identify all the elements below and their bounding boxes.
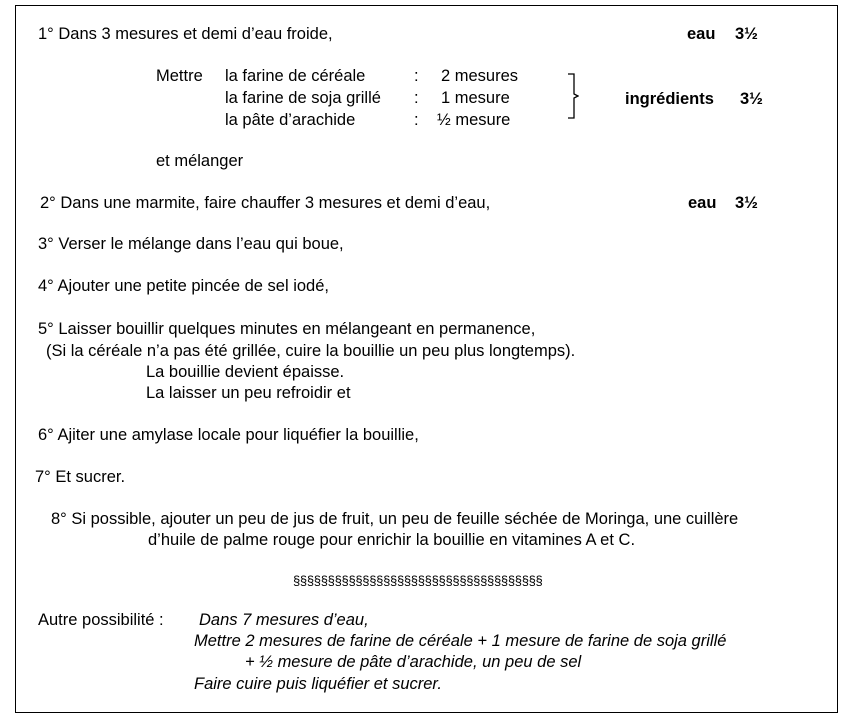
step2-side-value: 3½ (735, 194, 758, 212)
mettre-label: Mettre (156, 67, 203, 85)
step8-line1: 8° Si possible, ajouter un peu de jus de fruit, un peu de feuille séchée de Moringa, une cuillère (51, 510, 739, 528)
ingredients-group-label: ingrédients (625, 90, 714, 108)
step6-text: 6° Ajiter une amylase locale pour liquéfier la bouillie, (38, 426, 419, 444)
step5-line3: La bouillie devient épaisse. (146, 363, 345, 381)
step2-side-label: eau (688, 194, 717, 212)
ingredient-sep: : (414, 89, 419, 107)
ingredient-qty: 2 mesures (441, 67, 519, 85)
alt-line2: Mettre 2 mesures de farine de céréale + 1 mesure de farine de soja grillé (194, 632, 727, 650)
step1-text: 1° Dans 3 mesures et demi d’eau froide, (38, 25, 333, 43)
step5-line4: La laisser un peu refroidir et (146, 384, 351, 402)
step8-line2: d’huile de palme rouge pour enrichir la bouillie en vitamines A et C. (148, 531, 636, 549)
alt-line4: Faire cuire puis liquéfier et sucrer. (194, 675, 442, 693)
ingredient-sep: : (414, 67, 419, 85)
step3-text: 3° Verser le mélange dans l’eau qui boue, (38, 235, 344, 253)
step4-text: 4° Ajouter une petite pincée de sel iodé, (38, 277, 329, 295)
step1-side-value: 3½ (735, 25, 758, 43)
step7-text: 7° Et sucrer. (35, 468, 126, 486)
ingredient-qty: ½ mesure (437, 111, 511, 129)
alt-label: Autre possibilité : (38, 611, 164, 629)
step2-text: 2° Dans une marmite, faire chauffer 3 mesures et demi d’eau, (40, 194, 491, 212)
section-separator: §§§§§§§§§§§§§§§§§§§§§§§§§§§§§§§§§§§§ (293, 573, 543, 588)
ingredient-name: la farine de céréale (225, 67, 366, 85)
alt-line3: + ½ mesure de pâte d’arachide, un peu de sel (245, 653, 582, 671)
ingredients-group-value: 3½ (740, 90, 763, 108)
ingredient-qty: 1 mesure (441, 89, 510, 107)
ingredient-name: la farine de soja grillé (225, 89, 381, 107)
step1-end: et mélanger (156, 152, 244, 170)
right-brace-icon (567, 73, 579, 119)
alt-line1: Dans 7 mesures d’eau, (199, 611, 369, 629)
ingredient-sep: : (414, 111, 419, 129)
ingredient-name: la pâte d’arachide (225, 111, 356, 129)
step5-line2: (Si la céréale n’a pas été grillée, cuire la bouillie un peu plus longtemps). (46, 342, 576, 360)
step5-line1: 5° Laisser bouillir quelques minutes en mélangeant en permanence, (38, 320, 536, 338)
step1-side-label: eau (687, 25, 716, 43)
